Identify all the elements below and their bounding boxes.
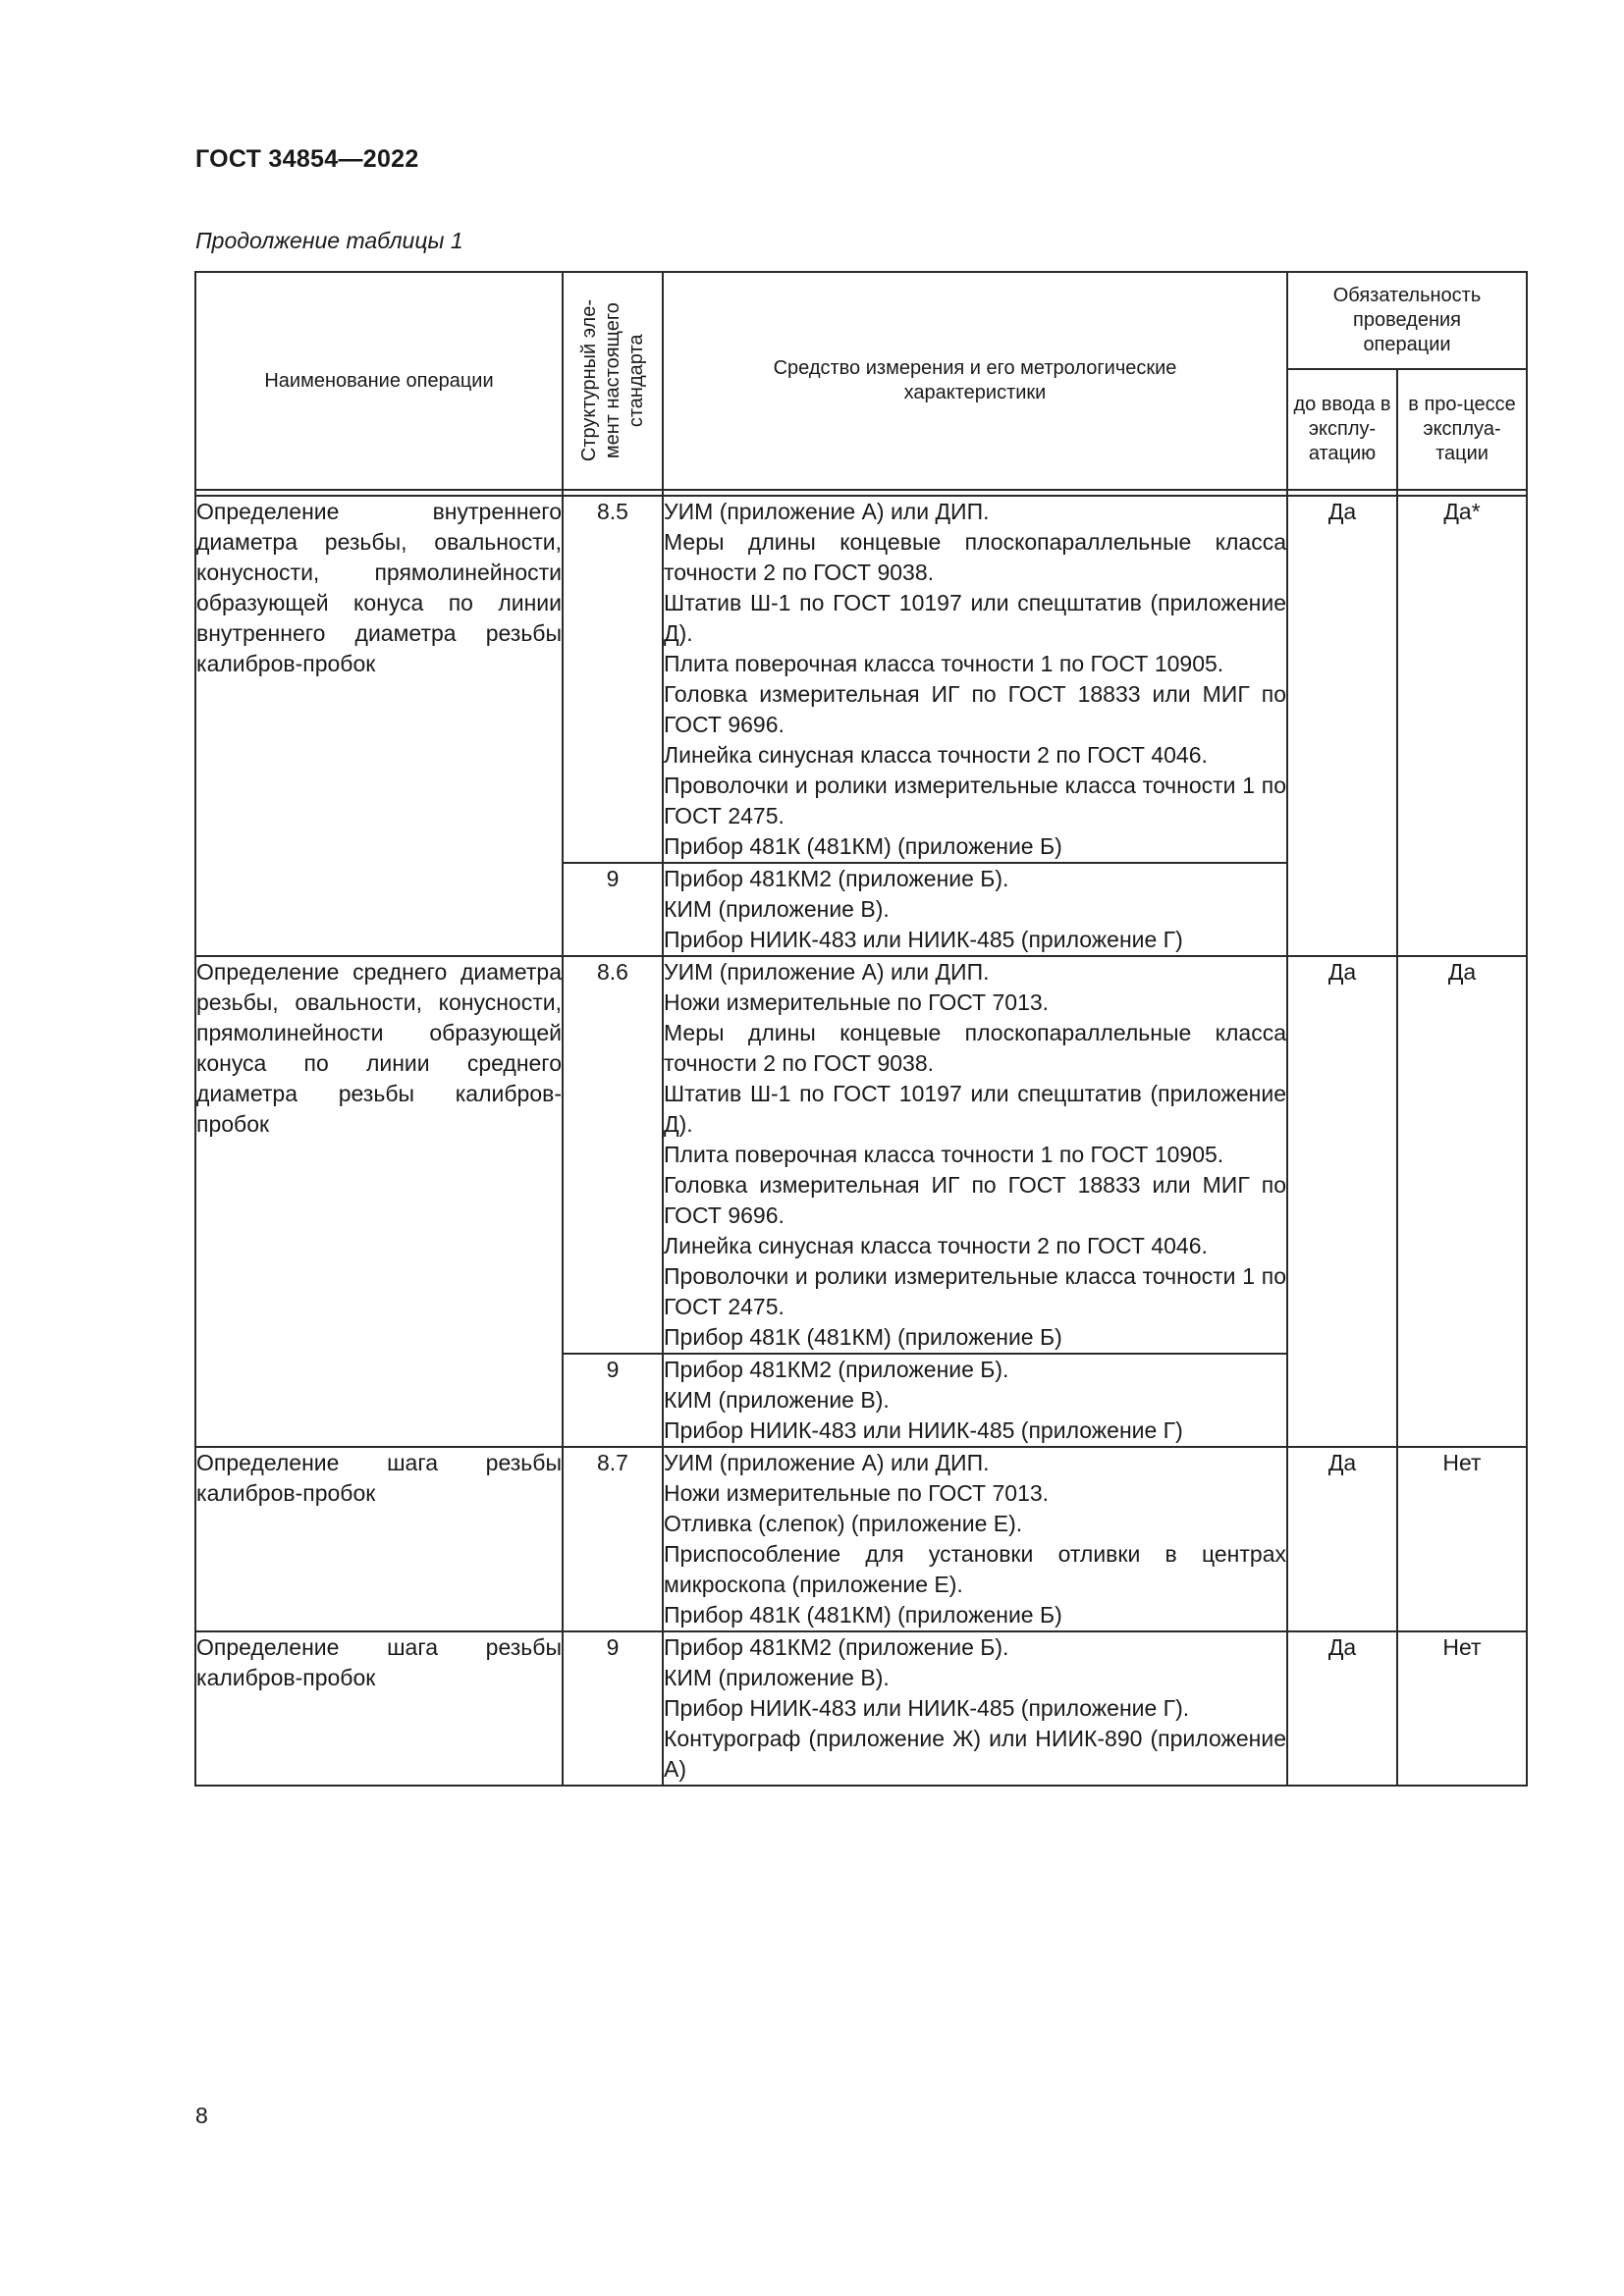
table-header [195,272,1527,490]
measurement-means-line: Прибор НИИК-483 или НИИК-485 (приложение Г) [664,1417,1183,1443]
measurement-means-line: Приспособление для установки отливки в центрах микроскопа (приложение Е). [664,1541,1286,1597]
measurement-means-line: Проволочки и ролики измерительные класса точности 1 по ГОСТ 2475. [664,773,1286,828]
measurement-means-line: КИМ (приложение В). [664,896,890,922]
table-caption: Продолжение таблицы 1 [195,228,463,253]
measurement-means-line: Прибор 481К (481КМ) (приложение Б) [664,833,1062,859]
header-obligatory-text: Обязательность проведения операции [1332,285,1482,356]
measurement-means-line: Отливка (слепок) (приложение Е). [664,1511,1023,1536]
measurement-means-line: Меры длины концевые плоскопараллельные класса точности 2 по ГОСТ 9038. [664,529,1286,585]
table-body [195,490,1527,1786]
header-before-text: до ввода в эксплу-атацию [1293,394,1391,465]
measurement-means-line: Контурограф (приложение Ж) или НИИК-890 (приложение А) [664,1726,1286,1782]
measurement-means-cell [663,863,1287,956]
measurement-means-cell [663,1447,1287,1631]
measurement-means-line: Прибор 481КМ2 (приложение Б). [664,1634,1009,1660]
measurement-means-cell [663,496,1287,863]
table-row [195,1447,1527,1631]
measurement-means-line: Головка измерительная ИГ по ГОСТ 18833 или МИГ по ГОСТ 9696. [664,1172,1286,1228]
header-element [563,272,663,490]
page-number: 8 [195,2103,208,2128]
structural-element-cell: 8.7 [563,1447,663,1631]
during-operation-cell: Да [1397,956,1527,1447]
measurement-means-line: Проволочки и ролики измерительные класса точности 1 по ГОСТ 2475. [664,1263,1286,1319]
document-code: ГОСТ 34854—2022 [195,145,419,173]
measurement-means-line: Прибор НИИК-483 или НИИК-485 (приложение Г) [664,927,1183,952]
operation-name-cell: Определение среднего диаметра резьбы, овальности, конусности, прямолинейности образующей конуса по линии среднего диаметра резьбы калибров-пробок [195,956,563,1447]
operation-name-cell: Определение внутреннего диаметра резьбы, овальности, конусности, прямолинейности образующей конуса по линии внутреннего диаметра резьбы калибров-пробок [195,496,563,956]
measurement-means-line: Прибор 481К (481КМ) (приложение Б) [664,1602,1062,1628]
operations-table [194,271,1528,1787]
table-row [195,496,1527,863]
operation-name-cell: Определение шага резьбы калибров-пробок [195,1631,563,1786]
before-operation-cell: Да [1287,1447,1397,1631]
measurement-means-line: КИМ (приложение В). [664,1665,890,1690]
measurement-means-line: Штатив Ш-1 по ГОСТ 10197 или спецштатив (приложение Д). [664,1081,1286,1137]
measurement-means-line: Головка измерительная ИГ по ГОСТ 18833 или МИГ по ГОСТ 9696. [664,681,1286,737]
during-operation-cell: Нет [1397,1631,1527,1786]
before-operation-cell: Да [1287,1631,1397,1786]
measurement-means-line: УИМ (приложение А) или ДИП. [664,1450,990,1475]
structural-element-cell: 8.5 [563,496,663,863]
table-row [195,1631,1527,1786]
measurement-means-line: Штатив Ш-1 по ГОСТ 10197 или спецштатив (приложение Д). [664,590,1286,646]
measurement-means-line: Плита поверочная класса точности 1 по ГОСТ 10905. [664,651,1224,676]
measurement-means-line: Линейка синусная класса точности 2 по ГОСТ 4046. [664,742,1208,768]
measurement-means-line: КИМ (приложение В). [664,1387,890,1413]
during-operation-cell: Да* [1397,496,1527,956]
measurement-means-line: Линейка синусная класса точности 2 по ГОСТ 4046. [664,1233,1208,1258]
measurement-means-line: Прибор 481К (481КМ) (приложение Б) [664,1324,1062,1350]
operation-name-cell: Определение шага резьбы калибров-пробок [195,1447,563,1631]
header-obligatory [1287,272,1527,369]
header-before-operation [1287,369,1397,490]
measurement-means-line: Меры длины концевые плоскопараллельные класса точности 2 по ГОСТ 9038. [664,1020,1286,1076]
header-element-text: Структурный эле- мент настоящего стандарта [578,299,647,462]
measurement-means-line: УИМ (приложение А) или ДИП. [664,499,990,524]
measurement-means-line: Плита поверочная класса точности 1 по ГОСТ 10905. [664,1142,1224,1167]
measurement-means-line: Прибор НИИК-483 или НИИК-485 (приложение Г). [664,1695,1190,1721]
before-operation-cell: Да [1287,956,1397,1447]
structural-element-cell: 9 [563,863,663,956]
measurement-means-line: Ножи измерительные по ГОСТ 7013. [664,1480,1050,1506]
measurement-means-line: Прибор 481КМ2 (приложение Б). [664,866,1009,891]
header-operation: Наименование операции [195,272,563,490]
structural-element-cell: 9 [563,1354,663,1447]
structural-element-cell: 8.6 [563,956,663,1354]
header-during-operation [1397,369,1527,490]
header-means-text: Средство измерения и его метрологические характеристики [773,357,1177,403]
during-operation-cell: Нет [1397,1447,1527,1631]
header-during-text: в про-цессе эксплуа-тации [1408,394,1516,465]
table-row [195,956,1527,1354]
measurement-means-line: Ножи измерительные по ГОСТ 7013. [664,989,1050,1015]
structural-element-cell: 9 [563,1631,663,1786]
measurement-means-line: Прибор 481КМ2 (приложение Б). [664,1357,1009,1382]
measurement-means-cell [663,1354,1287,1447]
measurement-means-cell [663,956,1287,1354]
measurement-means-cell [663,1631,1287,1786]
measurement-means-line: УИМ (приложение А) или ДИП. [664,959,990,985]
before-operation-cell: Да [1287,496,1397,956]
header-means [663,272,1287,490]
